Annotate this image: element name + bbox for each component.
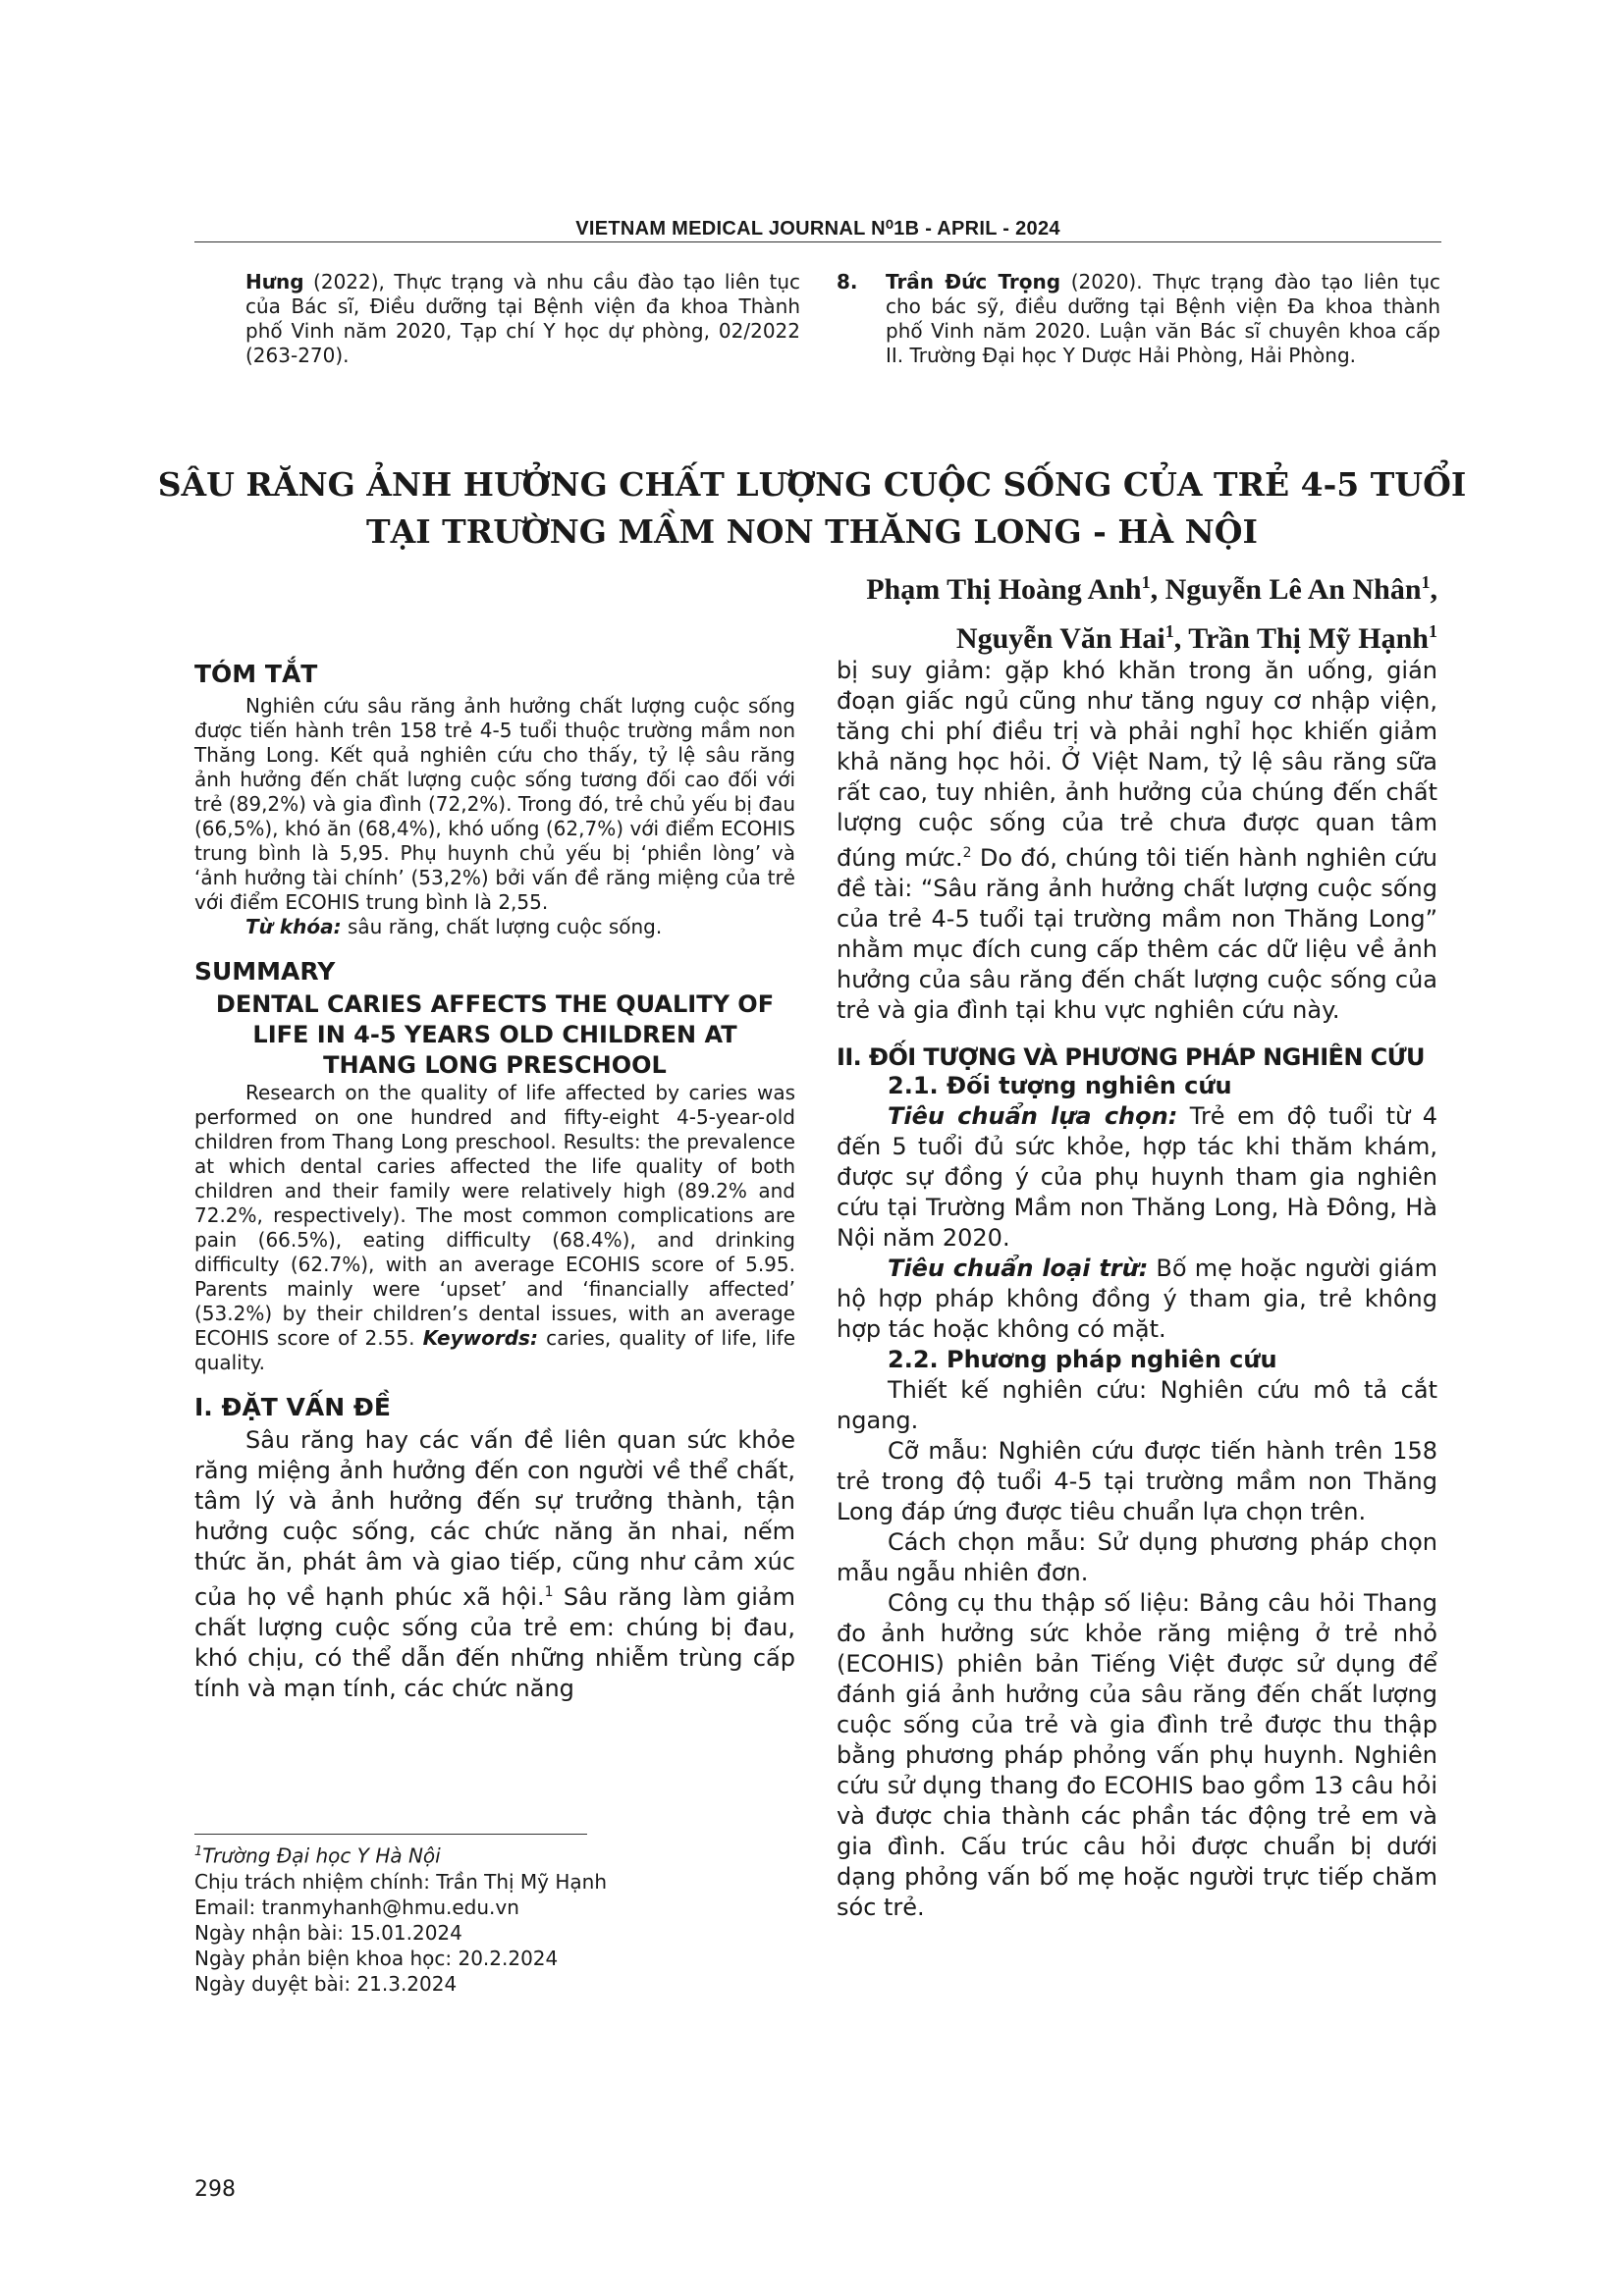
summary-title-line-3: THANG LONG PRESCHOOL: [323, 1051, 667, 1079]
abstract-vi-keywords: [194, 915, 795, 939]
author-2: Nguyễn Lê An Nhân: [1164, 573, 1422, 606]
sampling-method: Cách chọn mẫu: Sử dụng phương pháp chọn mẫu ngẫu nhiên đơn.: [837, 1528, 1437, 1586]
study-design: Thiết kế nghiên cứu: Nghiên cứu mô tả cắt ngang.: [837, 1376, 1437, 1434]
intro-p1-part-b: Sâu răng làm giảm chất lượng cuộc sống của trẻ em: chúng bị đau, khó chịu, có thể dẫn đến những nhiễm trùng cấp tính và mạn tính, các chức năng: [194, 1583, 795, 1702]
footnotes: [194, 1840, 795, 1997]
summary-heading: SUMMARY: [194, 957, 336, 986]
author-2-affil: 1: [1421, 572, 1431, 592]
intro-p2-part-a: bị suy giảm: gặp khó khăn trong ăn uống, gián đoạn giấc ngủ cũng như tăng nguy cơ nhập viện, tăng chi phí điều trị và phải nghỉ học khiến giảm khả năng học hỏi. Ở Việt Nam, tỷ lệ sâu răng sữa rất cao, tuy nhiên, ảnh hưởng của chúng đến chất lượng cuộc sống của trẻ chưa được quan tâm đúng mức.: [837, 657, 1437, 872]
reference-7: [245, 270, 800, 368]
summary-keywords-text: caries, quality of life, life quality.: [194, 1326, 795, 1374]
footnote-responsible: Chịu trách nhiệm chính: Trần Thị Mỹ Hạnh: [194, 1869, 607, 1894]
summary-title: [194, 989, 795, 1081]
author-4-affil: 1: [1429, 621, 1437, 641]
summary-body: Research on the quality of life affected by caries was performed on one hundred and fifty-eight 4-5-year-old children from Thang Long preschool. Results: the prevalence at which dental caries affected the life quality of both children and their family were relatively high (89.2% and 72.2%, respectively). The most common complications are pain (66.5%), eating difficulty (68.4%), and drinking difficulty (62.7%), with an average ECOHIS score of 5.95. Parents mainly were ‘upset’ and ‘financially affected’ (53.2%) by their children’s dental issues, with an average ECOHIS score of 2.55.: [194, 1081, 795, 1350]
reference-8: [886, 270, 1440, 368]
exclusion-text: Bố mẹ hoặc người giám hộ hợp pháp không đồng ý tham gia, trẻ không hợp tác hoặc không có mặt.: [837, 1255, 1437, 1343]
author-1-affil: 1: [1141, 572, 1151, 592]
page-number: 298: [194, 2177, 236, 2202]
exclusion-label: Tiêu chuẩn loại trừ:: [888, 1255, 1149, 1282]
journal-header: VIETNAM MEDICAL JOURNAL N⁰1B - APRIL - 2024: [575, 218, 1060, 240]
inclusion-criteria: [837, 1101, 1437, 1254]
methods-sub-2: 2.2. Phương pháp nghiên cứu: [888, 1346, 1277, 1373]
intro-heading: I. ĐẶT VẤN ĐỀ: [194, 1393, 391, 1421]
abstract-vi-keywords-text: sâu răng, chất lượng cuộc sống.: [341, 915, 663, 938]
summary-title-line-1: DENTAL CARIES AFFECTS THE QUALITY OF: [215, 990, 775, 1018]
data-collection-tool: Công cụ thu thập số liệu: Bảng câu hỏi Thang đo ảnh hưởng sức khỏe răng miệng ở trẻ nhỏ (ECOHIS) phiên bản Tiếng Việt được sử dụng để đánh giá ảnh hưởng của sâu răng đến chất lượng cuộc sống của trẻ và gia đình trẻ được thu thập bằng phương pháp phỏng vấn phụ huynh. Nghiên cứu sử dụng thang đo ECOHIS bao gồm 13 câu hỏi và được chia thành các phần tác động trẻ em và gia đình. Cấu trúc câu hỏi được chuẩn bị dưới dạng phỏng vấn bố mẹ hoặc người trực tiếp chăm sóc trẻ.: [837, 1589, 1437, 1921]
article-title-line-1: SÂU RĂNG ẢNH HƯỞNG CHẤT LƯỢNG CUỘC SỐNG CỦA TRẺ 4-5 TUỔI: [157, 465, 1467, 504]
reference-8-text: (2020). Thực trạng đào tạo liên tục cho bác sỹ, điều dưỡng tại Bệnh viện Đa khoa thành phố Vinh năm 2020. Luận văn Bác sĩ chuyên khoa cấp II. Trường Đại học Y Dược Hải Phòng, Hải Phòng.: [886, 270, 1440, 367]
footnote-accepted: Ngày duyệt bài: 21.3.2024: [194, 1971, 458, 1996]
reference-8-number: 8.: [837, 270, 858, 294]
sample-size: Cỡ mẫu: Nghiên cứu được tiến hành trên 158 trẻ trong độ tuổi 4-5 tại trường mầm non Thăng Long đáp ứng được tiêu chuẩn lựa chọn trên.: [837, 1437, 1437, 1525]
methods-sub-1: 2.1. Đối tượng nghiên cứu: [888, 1072, 1232, 1099]
methods-heading: II. ĐỐI TƯỢNG VÀ PHƯƠNG PHÁP NGHIÊN CỨU: [837, 1043, 1425, 1071]
author-4: Trần Thị Mỹ Hạnh: [1188, 622, 1429, 655]
author-list: Phạm Thị Hoàng Anh$^1$, Nguyễn Lê An Nhân$^1$, Nguyễn Văn Hai$^1$, Trần Thị Mỹ Hạnh$^1$: [866, 572, 1437, 655]
header-rule: [194, 241, 1441, 242]
citation-2: 2: [962, 845, 972, 861]
left-column: [194, 660, 795, 1704]
footnote-rule: [194, 1834, 587, 1835]
footnote-email: Email: tranmyhanh@hmu.edu.vn: [194, 1895, 519, 1919]
abstract-vi-heading: TÓM TẮT: [194, 660, 318, 688]
article-title: [118, 461, 1506, 556]
intro-paragraph-1: [194, 1425, 795, 1704]
intro-p2-part-b: Do đó, chúng tôi tiến hành nghiên cứu đề tài: “Sâu răng ảnh hưởng chất lượng cuộc sống của trẻ 4-5 tuổi tại trường mầm non Thăng Long” nhằm mục đích cung cấp thêm các dữ liệu về ảnh hưởng của sâu răng đến chất lượng cuộc sống của trẻ và gia đình tại khu vực nghiên cứu này.: [837, 844, 1437, 1024]
intro-paragraph-2: [837, 656, 1437, 1026]
footnote-affil-sup: 1: [194, 1844, 203, 1859]
author-3-affil: 1: [1164, 621, 1174, 641]
abstract-vi-text: Nghiên cứu sâu răng ảnh hưởng chất lượng cuộc sống được tiến hành trên 158 trẻ 4-5 tuổi thuộc trường mầm non Thăng Long. Kết quả nghiên cứu cho thấy, tỷ lệ sâu răng ảnh hưởng đến chất lượng cuộc sống tương đối cao đối với trẻ (89,2%) và gia đình (72,2%). Trong đó, trẻ chủ yếu bị đau (66,5%), khó ăn (68,4%), khó uống (62,7%) với điểm ECOHIS trung bình là 5,95. Phụ huynh chủ yếu bị ‘phiền lòng’ và ‘ảnh hưởng tài chính’ (53,2%) bởi vấn đề răng miệng của trẻ với điểm ECOHIS trung bình là 2,55.: [194, 694, 795, 914]
reference-8-author: Trần Đức Trọng: [886, 270, 1061, 294]
right-column: [837, 656, 1437, 1923]
summary-text: [194, 1081, 795, 1375]
footnote-affiliation: Trường Đại học Y Hà Nội: [202, 1843, 441, 1868]
author-1: Phạm Thị Hoàng Anh: [866, 573, 1142, 606]
author-3: Nguyễn Văn Hai: [955, 622, 1165, 655]
inclusion-text: Trẻ em độ tuổi từ 4 đến 5 tuổi đủ sức khỏe, hợp tác khi thăm khám, được sự đồng ý của phụ huynh tham gia nghiên cứu tại Trường Mầm non Thăng Long, Hà Đông, Hà Nội năm 2020.: [837, 1102, 1437, 1252]
reference-7-text: (2022), Thực trạng và nhu cầu đào tạo liên tục của Bác sĩ, Điều dưỡng tại Bệnh viện đa khoa Thành phố Vinh năm 2020, Tạp chí Y học dự phòng, 02/2022 (263-270).: [245, 270, 800, 367]
exclusion-criteria: [837, 1254, 1437, 1345]
summary-title-line-2: LIFE IN 4-5 YEARS OLD CHILDREN AT: [252, 1021, 737, 1048]
footnote-reviewed: Ngày phản biện khoa học: 20.2.2024: [194, 1946, 559, 1970]
summary-keywords-label: Keywords:: [422, 1326, 538, 1350]
citation-1: 1: [544, 1584, 554, 1600]
intro-p1-part-a: Sâu răng hay các vấn đề liên quan sức khỏe răng miệng ảnh hưởng đến con người về thể chất, tâm lý và ảnh hưởng đến sự trưởng thành, tận hưởng cuộc sống, các chức năng ăn nhai, nếm thức ăn, phát âm và giao tiếp, cũng như cảm xúc của họ về hạnh phúc xã hội.: [194, 1426, 795, 1611]
reference-7-author: Hưng: [245, 270, 304, 294]
footnote-received: Ngày nhận bài: 15.01.2024: [194, 1920, 462, 1945]
abstract-vi-keywords-label: Từ khóa:: [245, 915, 342, 938]
article-title-line-2: TẠI TRƯỜNG MẦM NON THĂNG LONG - HÀ NỘI: [366, 512, 1258, 551]
inclusion-label: Tiêu chuẩn lựa chọn:: [888, 1102, 1178, 1130]
